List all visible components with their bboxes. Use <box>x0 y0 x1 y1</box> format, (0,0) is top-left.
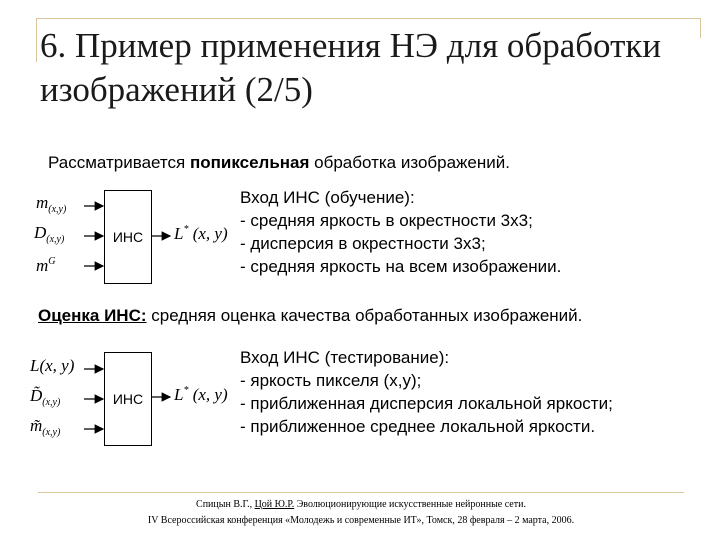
d2-output-label: L* (x, y) <box>174 385 228 404</box>
assessment-line <box>38 306 582 326</box>
training-item: - средняя яркость в окрестности 3х3; <box>240 211 533 230</box>
testing-item: - яркость пикселя (x,y); <box>240 371 422 390</box>
d1-input-label-1: $m_{(x,y)}$ <box>36 193 67 215</box>
d2-input-label-2: $D̃_{(x,y)}$ <box>30 386 61 408</box>
d2-input-label-3: $m̃_{(x,y)}$ <box>30 416 61 438</box>
footer-line-1: Спицын В.Г., Цой Ю.Р. Эволюционирующие искусственные нейронные сети. <box>196 499 526 510</box>
assessment-text: средняя оценка качества обработанных изображений. <box>146 306 583 325</box>
footer-divider <box>38 492 684 493</box>
d1-input-label-2: $D_{(x,y)}$ <box>34 223 65 245</box>
training-inputs <box>240 186 561 278</box>
training-item: - средняя яркость на всем изображении. <box>240 257 562 276</box>
d1-ann-block <box>104 190 152 284</box>
testing-heading: Вход ИНС (тестирование): <box>240 348 450 367</box>
d1-input-label-3: $m^G$ <box>36 256 56 275</box>
slide-title: 6. Пример применения НЭ для обработки изображений (2/5) <box>40 26 662 109</box>
intro-after: обработка изображений. <box>309 153 510 172</box>
intro-before: Рассматривается <box>48 153 190 172</box>
d2-ann-block <box>104 352 152 446</box>
d1-ann-label: ИНС <box>112 229 144 245</box>
assessment-label: Оценка ИНС: <box>38 306 147 325</box>
testing-inputs <box>240 346 613 438</box>
testing-item: - приближенная дисперсия локальной яркости; <box>240 394 613 413</box>
intro-bold: попиксельная <box>189 153 310 172</box>
d2-ann-label: ИНС <box>112 391 144 407</box>
d2-input-label-1: L(x, y) <box>30 356 75 375</box>
footer-line-2: IV Всероссийская конференция «Молодежь и современные ИТ», Томск, 28 февраля – 2 марта, 2006. <box>147 515 575 526</box>
testing-item: - приближенное среднее локальной яркости. <box>240 417 596 436</box>
d1-output-label: L* (x, y) <box>174 224 228 243</box>
training-heading: Вход ИНС (обучение): <box>240 188 415 207</box>
training-item: - дисперсия в окрестности 3х3; <box>240 234 486 253</box>
